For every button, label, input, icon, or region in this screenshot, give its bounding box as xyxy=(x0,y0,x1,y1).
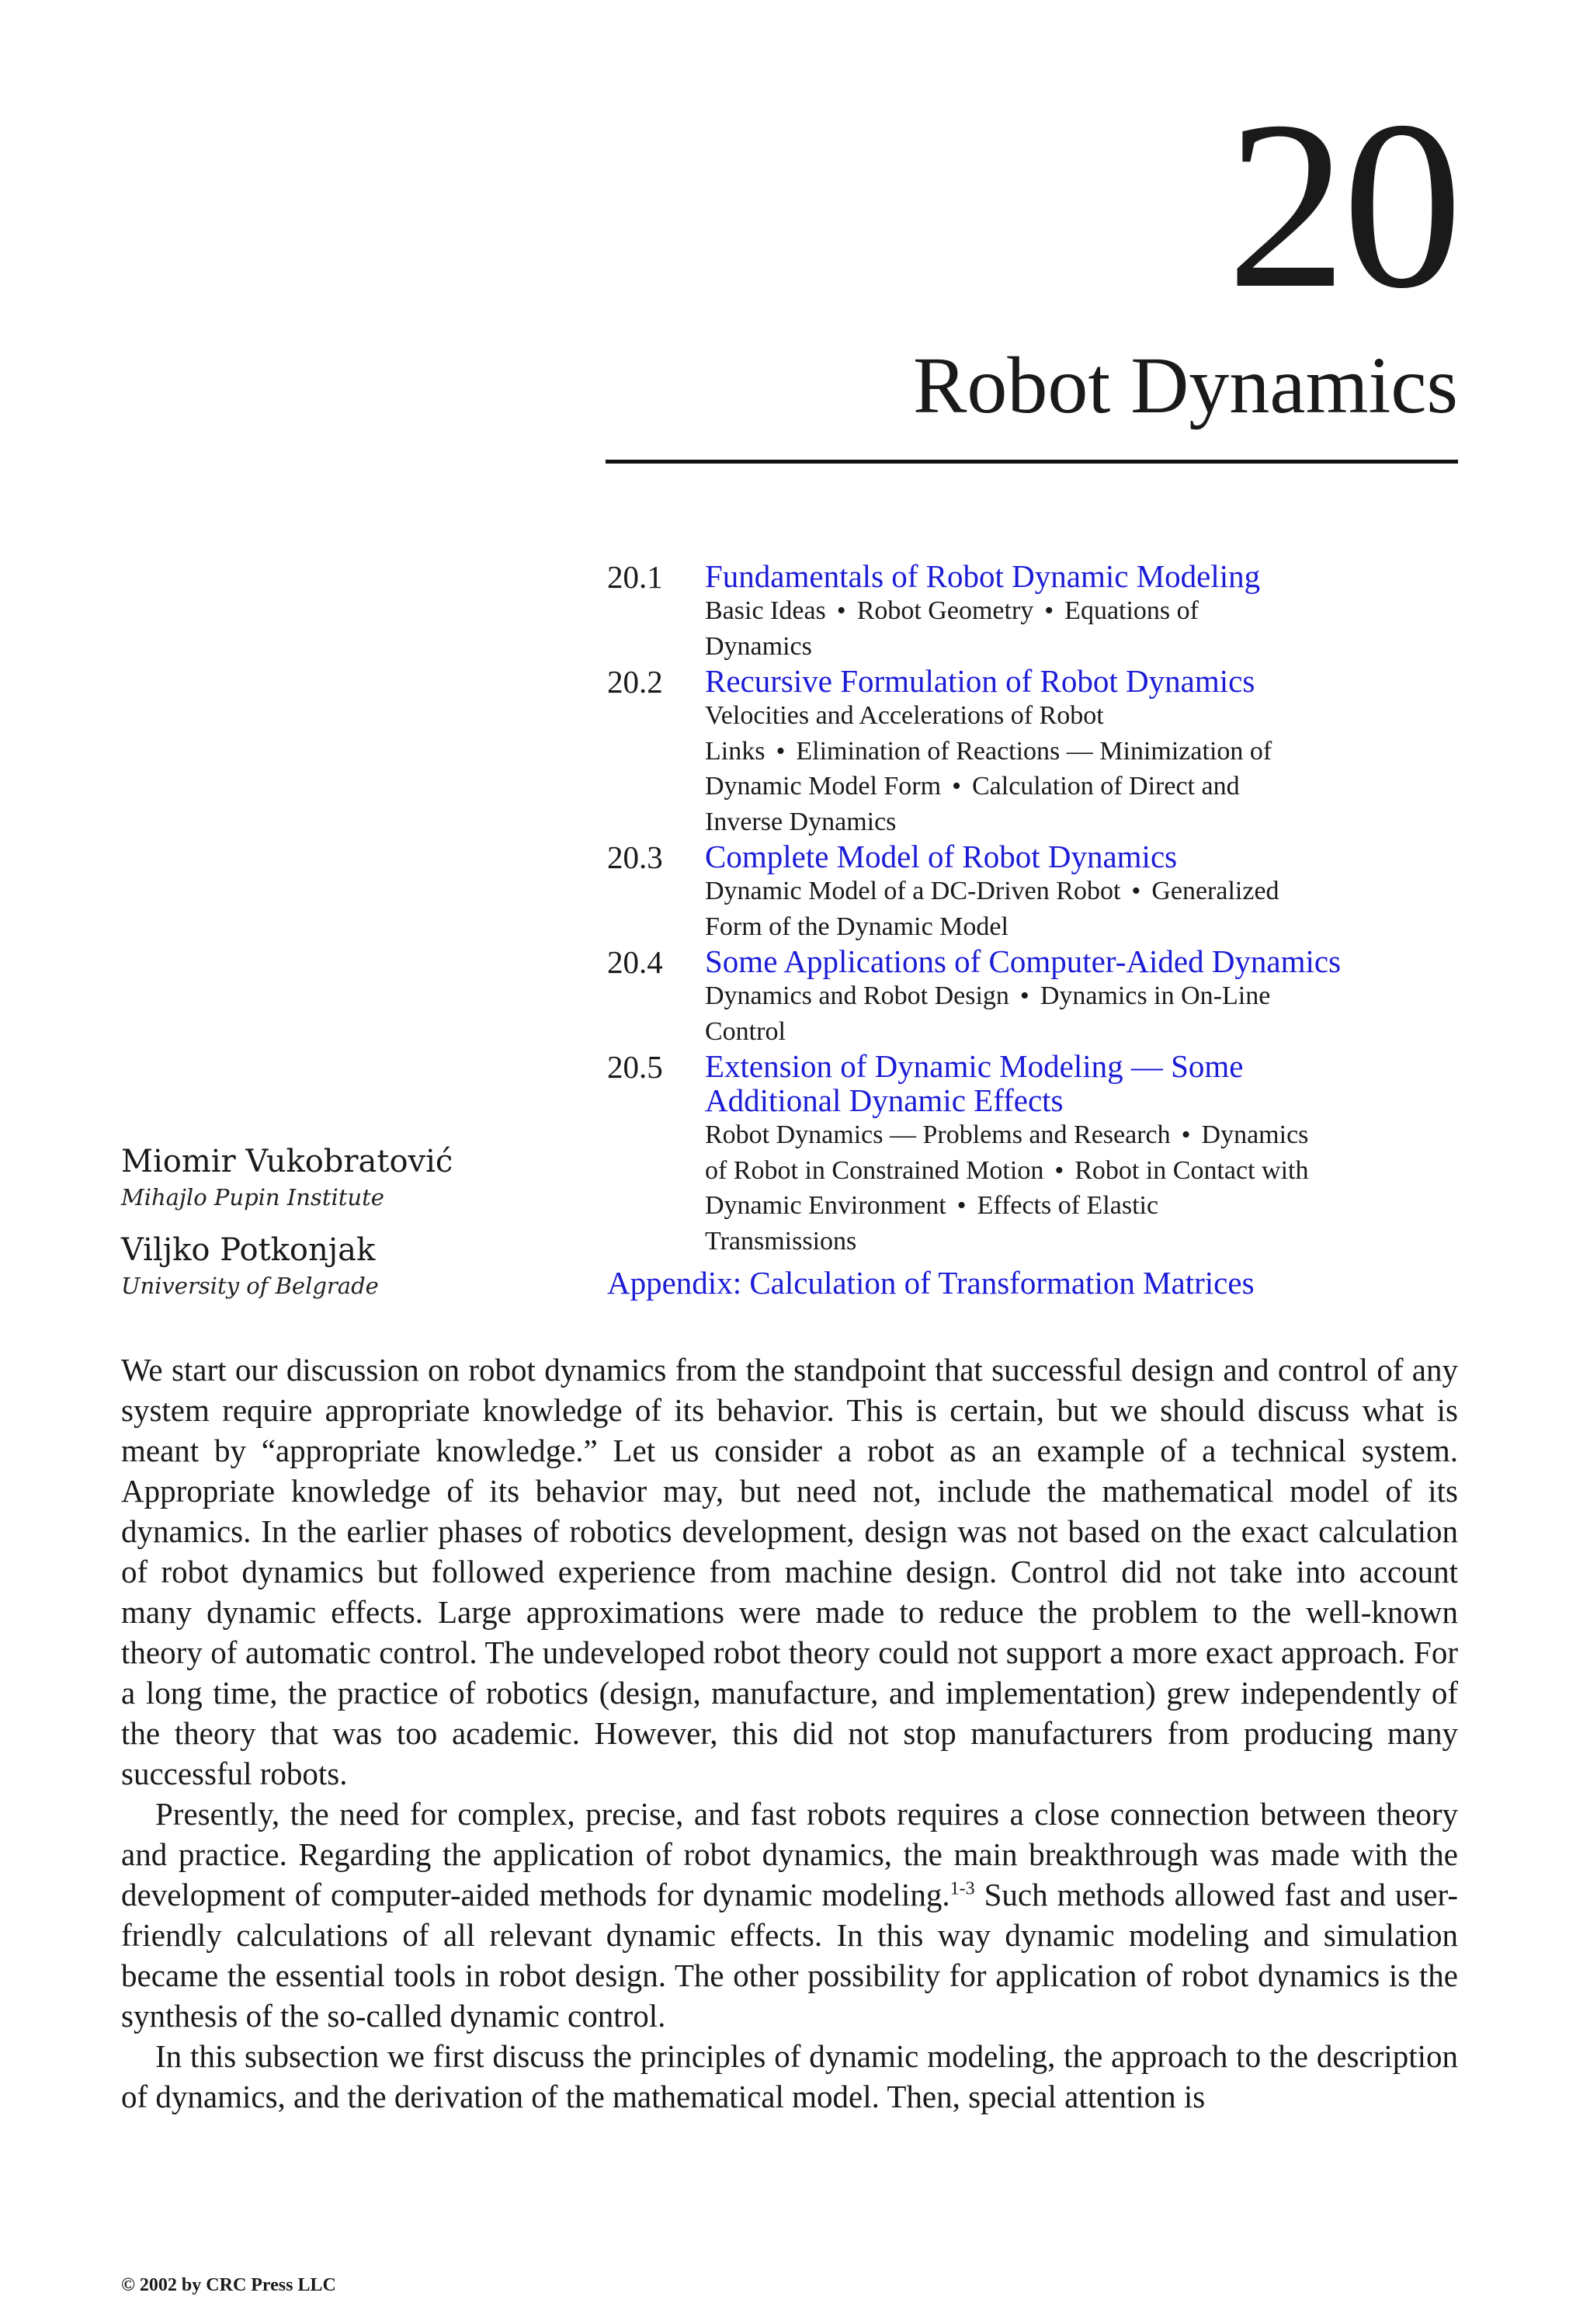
bullet-separator: • xyxy=(836,596,846,625)
bullet-separator: • xyxy=(952,772,961,801)
toc-section-link[interactable]: Extension of Dynamic Modeling — Some xyxy=(705,1048,1244,1084)
author-affiliation: Mihajlo Pupin Institute xyxy=(121,1184,384,1211)
author-name: Miomir Vukobratović xyxy=(121,1144,453,1179)
toc-section-link[interactable]: Additional Dynamic Effects xyxy=(705,1082,1064,1118)
toc-subsection-line: Dynamics and Robot Design • Dynamics in On-Line xyxy=(705,981,1271,1010)
toc-entry xyxy=(607,1049,1477,1259)
body-paragraph xyxy=(121,1794,1458,2036)
toc-section-link[interactable]: Some Applications of Computer-Aided Dynamics xyxy=(705,943,1342,979)
toc-entry-body xyxy=(705,664,1477,839)
title-rule xyxy=(606,460,1458,464)
citation-reference[interactable]: 1-3 xyxy=(949,1878,975,1899)
toc-entry-body xyxy=(705,944,1477,1049)
toc-subsections xyxy=(705,874,1349,944)
toc-subsection-line: Links • Elimination of Reactions — Minimization of xyxy=(705,736,1272,766)
toc-subsection-line: Dynamic Model Form • Calculation of Direct and xyxy=(705,772,1240,801)
toc-section-link[interactable]: Complete Model of Robot Dynamics xyxy=(705,839,1178,874)
toc-appendix-link[interactable]: Appendix: Calculation of Transformation Matrices xyxy=(607,1265,1255,1301)
toc-subsections xyxy=(705,698,1349,839)
bullet-separator: • xyxy=(1019,981,1029,1010)
bullet-separator: • xyxy=(1044,596,1054,625)
bullet-separator: • xyxy=(776,736,786,766)
toc-subsection-line: Dynamic Environment • Effects of Elastic xyxy=(705,1191,1159,1220)
toc-subsection-line: Inverse Dynamics xyxy=(705,807,897,836)
copyright-notice: © 2002 by CRC Press LLC xyxy=(121,2275,336,2295)
toc-entry xyxy=(607,944,1477,1049)
body-paragraph: In this subsection we first discuss the principles of dynamic modeling, the approach to the description of dynamics, and the derivation of the mathematical model. Then, special attention is xyxy=(121,2038,1458,2114)
author-name: Viljko Potkonjak xyxy=(121,1232,376,1268)
toc-entry xyxy=(607,664,1477,839)
body-paragraph: We start our discussion on robot dynamics from the standpoint that successful design and control of any system require appropriate knowledge of its behavior. This is certain, but we should discuss what is meant by “appropriate knowledge.” Let us consider a robot as an example of a technical system. Appropriate knowledge of its behavior may, but need not, include the mathematical model of its dynamics. In the earlier phases of robotics development, design was not based on the exact calculation of robot dynamics but followed experience from machine design. Control did not take into account many dynamic effects. Large approximations were made to reduce the problem to the well-known theory of automatic control. The undeveloped robot theory could not support a more exact approach. For a long time, the practice of robotics (design, manufacture, and implementation) grew independently of the theory that was too academic. However, this did not stop manufacturers from producing many successful robots. xyxy=(121,1352,1458,1791)
bullet-separator: • xyxy=(956,1191,967,1220)
author-affiliation: University of Belgrade xyxy=(121,1273,379,1299)
toc-subsection-line: Velocities and Accelerations of Robot xyxy=(705,701,1104,730)
toc-subsection-line: Dynamics xyxy=(705,631,812,661)
toc-section-number: 20.5 xyxy=(607,1049,663,1085)
toc-subsection-line: Robot Dynamics — Problems and Research • Dynamics xyxy=(705,1120,1309,1149)
toc-subsections xyxy=(705,593,1349,664)
chapter-title: Robot Dynamics xyxy=(913,341,1458,430)
chapter-number: 20 xyxy=(1227,72,1458,339)
toc-subsection-line: of Robot in Constrained Motion • Robot in Contact with xyxy=(705,1155,1309,1185)
toc-subsection-line: Dynamic Model of a DC-Driven Robot • Generalized xyxy=(705,877,1279,905)
toc-section-number: 20.1 xyxy=(607,559,663,595)
body-text-run: Such methods allowed fast and user-friendly calculations of all relevant dynamic effects. In this way dynamic modeling and simulation became the essential tools in robot design. The other possibility for application of robot dynamics is the synthesis of the so-called dynamic control. xyxy=(121,1877,1458,2034)
toc-entry-body xyxy=(705,559,1477,664)
body-text-run: Presently, the need for complex, precise, and fast robots requires a close connection between theory and practice. Regarding the application of robot dynamics, the main breakthrough was made with the development of computer-aided methods for dynamic modeling. xyxy=(121,1796,1458,1912)
toc-section-link[interactable]: Fundamentals of Robot Dynamic Modeling xyxy=(705,558,1261,594)
toc-subsection-line: Control xyxy=(705,1016,786,1046)
table-of-contents xyxy=(607,559,1477,1302)
toc-subsection-line: Transmissions xyxy=(705,1226,857,1256)
bullet-separator: • xyxy=(1054,1155,1064,1185)
authors xyxy=(121,1141,453,1318)
toc-section-number: 20.2 xyxy=(607,664,663,700)
toc-section-number: 20.3 xyxy=(607,839,663,875)
toc-subsections xyxy=(705,978,1349,1049)
bullet-separator: • xyxy=(1131,877,1141,905)
toc-entry xyxy=(607,559,1477,664)
toc-subsections xyxy=(705,1117,1349,1259)
toc-entry-body xyxy=(705,839,1477,944)
toc-subsection-line: Basic Ideas • Robot Geometry • Equations of xyxy=(705,596,1199,625)
toc-section-number: 20.4 xyxy=(607,944,663,980)
bullet-separator: • xyxy=(1181,1120,1191,1149)
toc-entry xyxy=(607,839,1477,944)
body-text xyxy=(121,1350,1458,2117)
toc-section-link[interactable]: Recursive Formulation of Robot Dynamics xyxy=(705,663,1255,699)
toc-subsection-line: Form of the Dynamic Model xyxy=(705,912,1009,941)
toc-entry-body xyxy=(705,1049,1477,1259)
